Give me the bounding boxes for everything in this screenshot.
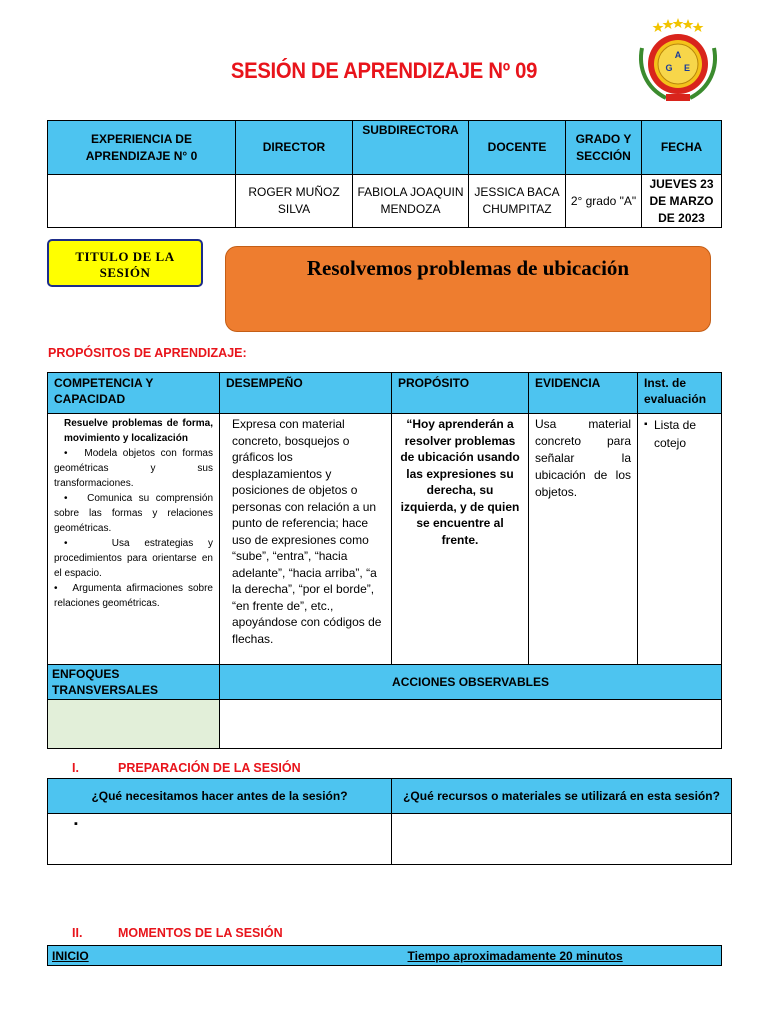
header-desempeno: DESEMPEÑO: [220, 373, 392, 414]
bullet: ▪: [74, 818, 78, 830]
logo-letter-e: E: [683, 63, 691, 73]
capacidad-item: • Comunica su comprensión sobre las formas y relaciones geométricas.: [54, 493, 214, 534]
capacidad-item: • Argumenta afirmaciones sobre relaciones geométricas.: [54, 583, 213, 609]
capacidad-item: • Modela objetos con formas geométricas y sus transformaciones.: [54, 448, 213, 489]
preparacion-col1: ¿Qué necesitamos hacer antes de la sesión?: [48, 779, 392, 814]
header-subdirectora: SUBDIRECTORA: [353, 121, 469, 175]
preparacion-heading: I. PREPARACIÓN DE LA SESIÓN: [72, 761, 301, 775]
inicio-label: INICIO: [48, 946, 368, 966]
instrumento-value: Lista de cotejo: [654, 418, 697, 450]
preparacion-cell2: [392, 814, 732, 865]
header-fecha: FECHA: [642, 121, 722, 175]
propositos-table: [47, 372, 722, 749]
header-director: DIRECTOR: [236, 121, 353, 175]
capacidad-item: • Usa estrategias y procedimientos para orientarse en el espacio.: [54, 538, 213, 579]
logo-letter-a: A: [674, 50, 682, 60]
header-competencia: COMPETENCIA Y CAPACIDAD: [48, 373, 220, 414]
desempeno-cell: Expresa con material concreto, bosquejos o gráficos los desplazamientos y posiciones de objetos o personas con relación a un punto de referencia; hace uso de expresiones como “sube”, “entra”, “hacia adelante”, “hacia arriba”, “a la derecha”, “por el borde”, “en frente de”, etc., apoyándose con códigos de flechas.: [220, 414, 392, 665]
value-docente: JESSICA BACA CHUMPITAZ: [469, 175, 566, 228]
tiempo-label: Tiempo aproximadamente 20 minutos: [368, 946, 722, 966]
header-evidencia: EVIDENCIA: [529, 373, 638, 414]
titulo-label: TITULO DE LA SESIÓN: [47, 239, 203, 287]
instrumento-cell: ▪ Lista de cotejo: [638, 414, 722, 665]
preparacion-col2: ¿Qué recursos o materiales se utilizará en esta sesión?: [392, 779, 732, 814]
enfoques-value: [48, 700, 220, 749]
propositos-heading: PROPÓSITOS DE APRENDIZAJE:: [48, 346, 247, 360]
header-instrumento: Inst. de evaluación: [638, 373, 722, 414]
header-grado: GRADO Y SECCIÓN: [566, 121, 642, 175]
evidencia-cell: Usa material concreto para señalar la ubicación de los objetos.: [529, 414, 638, 665]
page-title: SESIÓN DE APRENDIZAJE Nº 09: [230, 58, 538, 83]
momentos-heading: II. MOMENTOS DE LA SESIÓN: [72, 926, 283, 940]
value-grado: 2° grado "A": [566, 175, 642, 228]
session-title: Resolvemos problemas de ubicación: [306, 256, 630, 280]
value-experiencia: [48, 175, 236, 228]
preparacion-table: [47, 778, 732, 865]
header-docente: DOCENTE: [469, 121, 566, 175]
acciones-value: [220, 700, 722, 749]
info-table: [47, 120, 722, 228]
header-proposito: PROPÓSITO: [392, 373, 529, 414]
competencia-title: Resuelve problemas de forma, movimiento y localización: [64, 418, 213, 444]
header-experiencia: EXPERIENCIA DE APRENDIZAJE N° 0: [48, 121, 236, 175]
proposito-cell: “Hoy aprenderán a resolver problemas de ubicación usando las expresiones su derecha, su izquierda, y de quien se encuentre al frente.: [392, 414, 529, 665]
value-director: ROGER MUÑOZ SILVA: [236, 175, 353, 228]
value-fecha: JUEVES 23 DE MARZO DE 2023: [642, 175, 722, 228]
enfoques-label: ENFOQUES TRANSVERSALES: [48, 665, 220, 700]
preparacion-cell1: [48, 814, 392, 865]
acciones-label: ACCIONES OBSERVABLES: [220, 665, 722, 700]
competencia-cell: [48, 414, 220, 665]
school-logo: [636, 18, 720, 106]
logo-letter-g: G: [665, 63, 673, 73]
value-subdirectora: FABIOLA JOAQUIN MENDOZA: [353, 175, 469, 228]
momentos-table: [47, 945, 722, 966]
